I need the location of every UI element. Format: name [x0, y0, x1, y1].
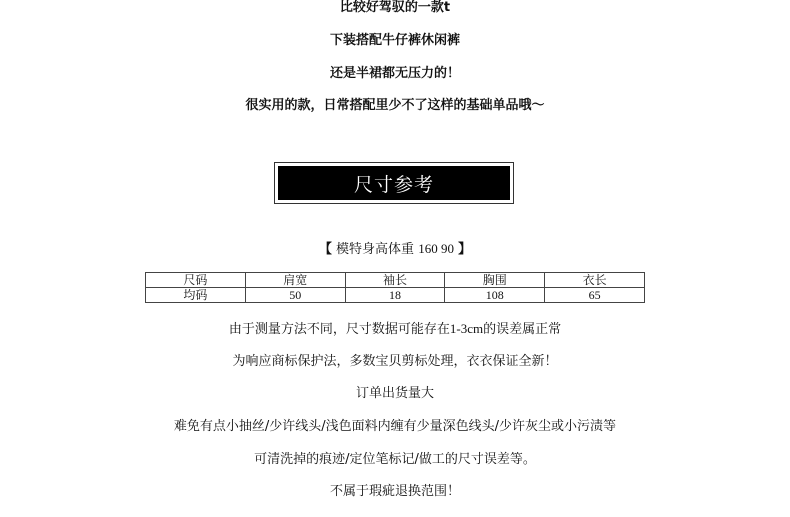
- note-order-volume: 订单出货量大: [355, 386, 434, 401]
- header-shoulder: 肩宽: [245, 273, 345, 288]
- header-chest: 胸围: [445, 273, 545, 288]
- header-length: 衣长: [545, 273, 645, 288]
- note-measurement-post: 的误差属正常: [483, 322, 562, 337]
- size-table: [145, 272, 645, 303]
- model-stats: 160 90: [418, 241, 454, 256]
- cell-length: 65: [545, 288, 645, 303]
- cell-size: 均码: [146, 288, 246, 303]
- note-minor-flaws: 难免有点小抽丝/少许线头/浅色面料内缠有少量深色线头/少许灰尘或小污渍等: [173, 419, 617, 434]
- note-label-removed: 为响应商标保护法，多数宝贝剪标处理，衣衣保证全新！: [232, 354, 558, 369]
- intro-line-1: 比较好驾驭的一款t: [339, 0, 451, 15]
- table-row: [146, 288, 645, 303]
- note-no-return: 不属于瑕疵退换范围！: [329, 484, 460, 499]
- model-bracket-open: 【: [318, 242, 332, 257]
- cell-chest: 108: [445, 288, 545, 303]
- note-measurement-pre: 由于测量方法不同，尺寸数据可能存在: [228, 322, 450, 337]
- header-size: 尺码: [146, 273, 246, 288]
- size-table-header-row: [146, 273, 645, 288]
- note-washable-marks: 可清洗掉的痕迹/定位笔标记/做工的尺寸误差等。: [254, 452, 536, 467]
- section-title-frame: [274, 162, 514, 204]
- model-info: [0, 241, 790, 258]
- intro-line-3: 还是半裙都无压力的！: [329, 66, 460, 81]
- note-measurement: [0, 321, 790, 338]
- header-sleeve: 袖长: [345, 273, 445, 288]
- intro-line-2: 下装搭配牛仔裤休闲裤: [329, 33, 460, 48]
- cell-sleeve: 18: [345, 288, 445, 303]
- model-label: 模特身高体重: [336, 242, 415, 257]
- note-measurement-range: 1-3cm: [449, 321, 484, 336]
- section-title: 尺寸参考: [278, 166, 510, 200]
- intro-line-4: 很实用的款，日常搭配里少不了这样的基础单品哦～: [245, 98, 545, 113]
- cell-shoulder: 50: [245, 288, 345, 303]
- model-bracket-close: 】: [458, 242, 472, 257]
